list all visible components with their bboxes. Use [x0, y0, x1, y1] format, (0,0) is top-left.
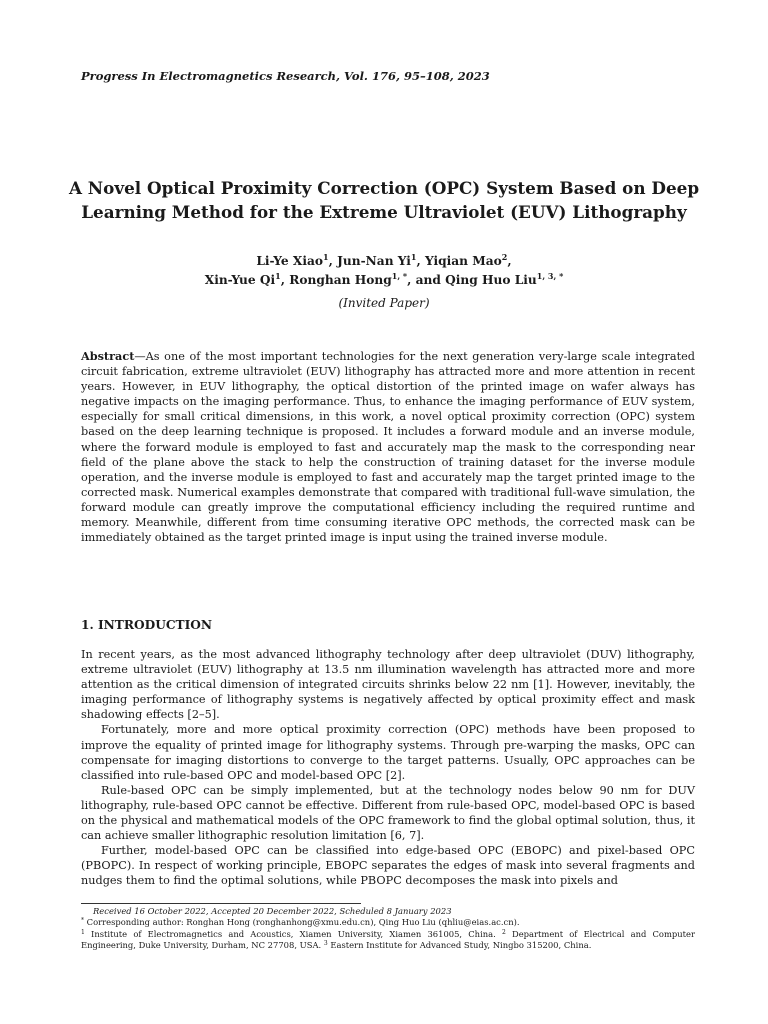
received-dates: Received 16 October 2022, Accepted 20 December 2022, Scheduled 8 January 2023	[93, 906, 452, 916]
paragraph: Further, model-based OPC can be classified into edge-based OPC (EBOPC) and pixel-based OPC (PBOPC). In respect of working principle, EBOPC separates the edges of mask into several fragments and nudges them to find the optimal solutions, while PBOPC decomposes the mask into pixels and	[81, 844, 695, 888]
author-affiliation-mark: 1	[275, 271, 281, 281]
author-affiliation-mark: 1, 3, *	[536, 271, 564, 281]
paragraph: In recent years, as the most advanced lithography technology after deep ultraviolet (DUV) lithography, extreme ultraviolet (EUV) lithography at 13.5 nm illumination wavelength has attracted more and more attention as the critical dimension of integrated circuits shrinks below 22 nm [1]. However, inevitably, the imaging performance of lithography systems is negatively affected by optical proximity effect and mask shadowing effects [2–5].	[81, 648, 695, 722]
author-line-2: Xin-Yue Qi$^1$, Ronghan Hong$^{1, *}$, and Qing Huo Liu$^{1, 3, *}$	[204, 271, 564, 287]
author-affiliation-mark: 1, *	[391, 271, 408, 281]
affiliations-note: $^1$ Institute of Electromagnetics and Acoustics, Xiamen University, Xiamen 361005, China. $^2$ Department of Electrical and Computer Engineering, Duke University, Durham, NC 27708, USA. $^3$ Eastern Institute for Advanced Study, Ningbo 315200, China.	[81, 928, 695, 951]
author-affiliation-mark: 2	[501, 252, 508, 262]
author-name: Li-Ye Xiao	[256, 254, 324, 268]
author-name: Yiqian Mao	[425, 254, 502, 268]
journal-header: Progress In Electromagnetics Research, Vol. 176, 95–108, 2023	[81, 69, 490, 83]
title-line-2: Learning Method for the Extreme Ultraviolet (EUV) Lithography	[81, 202, 687, 222]
footnotes	[81, 906, 695, 952]
author-list	[40, 252, 728, 290]
paragraph: Fortunately, more and more optical proximity correction (OPC) methods have been proposed to improve the equality of printed image for lithography systems. Through pre-warping the masks, OPC can compensate for imaging distortions to converge to the target patterns. Usually, OPC approaches can be classified into rule-based OPC and model-based OPC [2].	[81, 723, 695, 782]
abstract	[81, 349, 695, 545]
paragraph: Rule-based OPC can be simply implemented, but at the technology nodes below 90 nm for DUV lithography, rule-based OPC cannot be effective. Different from rule-based OPC, model-based OPC is based on the physical and mathematical models of the OPC framework to find the global optimal solution, thus, it can achieve smaller lithographic resolution limitation [6, 7].	[81, 783, 695, 843]
author-line-1: Li-Ye Xiao$^1$, Jun-Nan Yi$^1$, Yiqian Mao$^2$,	[256, 252, 512, 268]
introduction-body	[81, 647, 695, 889]
invited-paper-note: (Invited Paper)	[338, 296, 430, 310]
abstract-label: Abstract	[81, 349, 135, 363]
abstract-text: —As one of the most important technologies for the next generation very-large scale integrated circuit fabrication, extreme ultraviolet (EUV) lithography has attracted more and more attention in recent years. However, in EUV lithography, the optical distortion of the printed image on wafer always has negative impacts on the imaging performance. Thus, to enhance the imaging performance of EUV system, especially for small critical dimensions, in this work, a novel optical proximity correction (OPC) system based on the deep learning technique is proposed. It includes a forward module and an inverse module, where the forward module is employed to fast and accurately map the mask to the corresponding near field of the plane above the stack to help the construction of training dataset for the inverse module operation, and the inverse module is employed to fast and accurately map the target printed image to the corrected mask. Numerical examples demonstrate that compared with traditional full-wave simulation, the forward module can greatly improve the computational efficiency including the required runtime and memory. Meanwhile, different from time consuming iterative OPC methods, the corrected mask can be immediately obtained as the target printed image is input using the trained inverse module.	[81, 350, 695, 545]
author-separator: , and	[407, 273, 446, 287]
author-name: Jun-Nan Yi	[337, 254, 411, 268]
author-affiliation-mark: 1	[410, 252, 417, 262]
footnote-rule	[81, 903, 361, 904]
author-name: Xin-Yue Qi	[204, 273, 276, 287]
footnote-mark: 1	[81, 928, 85, 936]
author-name: Qing Huo Liu	[445, 273, 537, 287]
title-line-1: A Novel Optical Proximity Correction (OPC) System Based on Deep	[68, 178, 700, 198]
footnote-mark: 2	[502, 928, 506, 936]
paper-title	[40, 176, 728, 224]
author-name: Ronghan Hong	[289, 273, 392, 287]
section-heading: 1. INTRODUCTION	[81, 618, 213, 632]
author-affiliation-mark: 1	[323, 252, 329, 262]
footnote-mark: 3	[323, 940, 328, 948]
footnote-mark: *	[81, 917, 84, 925]
corresponding-author-note: * Corresponding author: Ronghan Hong (ronghanhong@xmu.edu.cn), Qing Huo Liu (qhliu@eias.ac.cn).	[81, 917, 520, 928]
